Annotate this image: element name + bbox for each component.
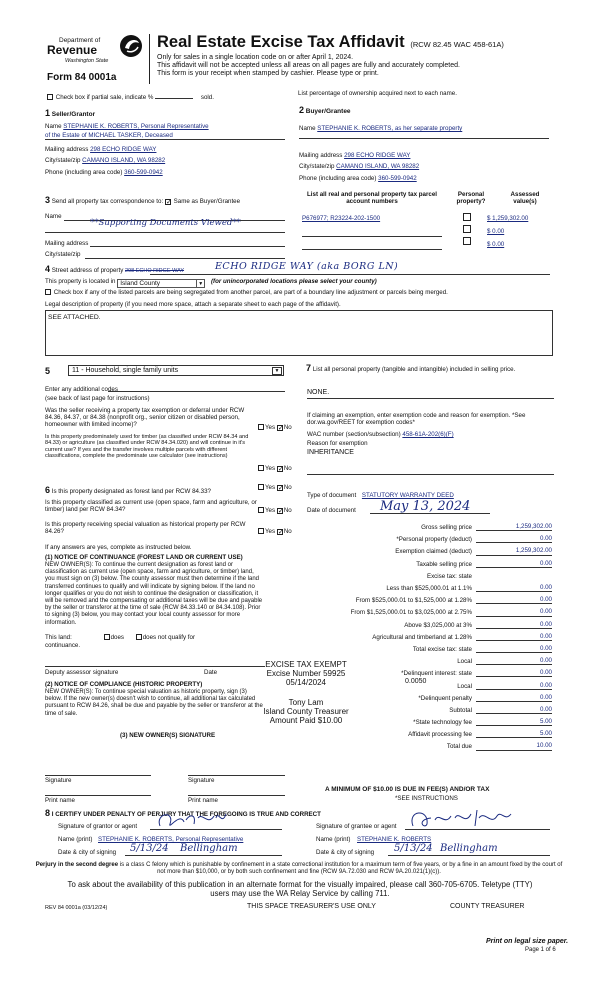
use-code-value: 11 - Household, single family units — [72, 367, 179, 374]
tax-row-label: Total excise tax: state — [412, 645, 472, 653]
tax-row-label: Subtotal — [449, 706, 472, 714]
grantor-date-line — [125, 855, 282, 856]
seller-name-label: Name — [45, 123, 62, 130]
tax-row — [300, 641, 556, 653]
tax-row-value[interactable]: 0.00 — [476, 584, 552, 592]
tax-row-label: Affidavit processing fee — [408, 731, 472, 739]
historic-yes-checkbox[interactable] — [258, 528, 264, 534]
dropdown-arrow-icon[interactable]: ▼ — [272, 367, 282, 375]
legal-description-box[interactable] — [45, 310, 553, 356]
located-label: This property is located in — [45, 278, 116, 285]
exemption-yes-checkbox[interactable] — [258, 424, 264, 430]
does-label: does — [110, 634, 124, 641]
county-value: Island County — [120, 280, 160, 287]
personal-checkbox-1[interactable] — [463, 213, 471, 221]
tax-row — [300, 726, 556, 738]
seller-heading-text: Seller/Grantor — [51, 111, 96, 118]
buyer-name-field[interactable]: STEPHANIE K. ROBERTS, as her separate property — [317, 125, 463, 132]
dept-label: Department of — [59, 37, 101, 44]
stamp-line-4: Tony Lam — [288, 697, 324, 707]
rev-label: REV 84 0001a (03/12/24) — [45, 905, 108, 911]
stamp-line-5: Island County Treasurer — [263, 706, 349, 716]
doc-type-field[interactable]: STATUTORY WARRANTY DEED — [361, 492, 454, 499]
agency-logo — [47, 33, 147, 73]
tax-row-value[interactable]: 1,259,302.00 — [476, 547, 552, 555]
section3-city-line[interactable] — [85, 258, 285, 259]
buyer-phone-field[interactable]: 360-599-0942 — [378, 175, 417, 182]
buyer-heading-text: Buyer/Grantee — [305, 108, 351, 115]
tax-row-value[interactable]: 1,259,302.00 — [476, 523, 552, 531]
tax-row — [300, 543, 556, 555]
perjury-body: is a class C felony which is punishable by confinement in a state correctional institution for a maximum term of five years, or by a fine in an amount fixed by the court of not more than $10,000, or by both such confinement and fine (RCW 9A.72.030 and RCW 9A.20.021(1)(c)). — [119, 862, 563, 875]
tax-row — [300, 531, 556, 543]
perjury-text — [34, 862, 564, 876]
form-title — [157, 33, 504, 52]
assessed-value-3[interactable]: $ 0.00 — [487, 241, 505, 248]
grantee-name-field[interactable]: STEPHANIE K. ROBERTS — [357, 836, 432, 843]
timber-no-checkbox[interactable] — [277, 466, 283, 472]
tax-row — [300, 677, 556, 689]
current-use-yes-checkbox[interactable] — [258, 507, 264, 513]
tax-row — [300, 665, 556, 677]
continuance-row — [45, 634, 195, 641]
forest-answers — [258, 484, 292, 491]
section3-text: Send all property tax correspondence to: — [51, 198, 164, 205]
section6-num: 6 — [45, 485, 51, 495]
no-label: No — [283, 507, 292, 514]
print-name-label-1: Print name — [45, 797, 75, 804]
tax-row-label: Less than $525,000.01 at 1.1% — [386, 585, 472, 592]
seller-mail-label: Mailing address — [45, 146, 89, 153]
does-qualify-checkbox[interactable] — [104, 634, 110, 640]
supporting-docs-note: **Supporting Documents Viewed** — [90, 218, 241, 228]
this-land-label: This land: — [45, 634, 72, 641]
section6-q1-text: Is this property designated as forest land per RCW 84.33? — [51, 488, 211, 495]
seller-city-label: City/state/zip — [45, 157, 81, 164]
tax-row-value[interactable]: 5.00 — [476, 730, 552, 738]
yes-label: Yes — [265, 465, 276, 472]
yes-label: Yes — [265, 484, 276, 491]
grantor-name-field[interactable]: STEPHANIE K. ROBERTS, Personal Representative — [98, 836, 244, 843]
notice1-title: (1) NOTICE OF CONTINUANCE (FOREST LAND OR CURRENT USE) — [45, 554, 243, 561]
street-line — [150, 274, 550, 275]
personal-head: Personal property? — [456, 191, 486, 206]
new-owner-sig-line-2[interactable] — [188, 775, 285, 776]
tax-row-value[interactable]: 0.00 — [476, 694, 552, 702]
tax-row-value[interactable]: 0.00 — [476, 633, 552, 641]
tax-row-value[interactable]: 0.00 — [476, 682, 552, 690]
tax-row — [300, 702, 556, 714]
yes-label: Yes — [265, 507, 276, 514]
doc-date-line — [370, 513, 490, 514]
tax-row-label: Local — [457, 682, 472, 690]
section7-num: 7 — [306, 363, 312, 373]
header-line-2: This affidavit will not be accepted unless all areas on all pages are fully and accurately completed. — [157, 62, 460, 69]
q-exemption — [45, 407, 257, 428]
no-label: No — [283, 528, 292, 535]
street-handwritten: ECHO RIDGE WAY (aka BORG LN) — [215, 261, 399, 272]
tax-row-label: *Delinquent interest: state — [401, 670, 472, 678]
deputy-label: Deputy assessor signature — [45, 669, 119, 676]
local-rate: 0.0050 — [405, 678, 427, 685]
section5-num: 5 — [45, 366, 51, 376]
tax-row-value[interactable]: 5.00 — [476, 718, 552, 726]
tax-row — [300, 629, 556, 641]
buyer-city-field[interactable]: CAMANO ISLAND, WA 98282 — [336, 163, 420, 170]
perjury-bold: Perjury in the second degree — [35, 862, 119, 868]
grantor-signature — [150, 808, 230, 832]
wac-row — [307, 431, 454, 438]
page-number: Page 1 of 6 — [525, 947, 556, 953]
grantee-city-field[interactable]: Bellingham — [440, 843, 498, 854]
new-owner-sig-line-1[interactable] — [45, 775, 151, 776]
additional-codes-label: Enter any additional codes — [45, 386, 118, 393]
stamp-line-1: EXCISE TAX EXEMPT — [265, 660, 347, 669]
print-name-line-2[interactable] — [188, 795, 285, 796]
doc-date-field[interactable]: May 13, 2024 — [380, 499, 471, 514]
buyer-mail-row — [299, 152, 410, 159]
tax-row-label: From $525,000.01 to $1,525,000 at 1.28% — [355, 597, 472, 605]
historic-answers — [258, 528, 292, 535]
section7-text: List all personal property (tangible and intangible) included in selling price. — [312, 366, 516, 373]
section6-q3: Is this property receiving special valuation as historical property per RCW 84.26? — [45, 521, 246, 536]
seller-heading — [45, 108, 95, 118]
partial-sale-checkbox[interactable] — [47, 94, 53, 100]
assessed-head: Assessed value(s) — [510, 191, 540, 206]
seller-phone-field[interactable]: 360-599-0942 — [124, 169, 163, 176]
buyer-phone-label: Phone (including area code) — [299, 175, 377, 182]
yes-label: Yes — [265, 528, 276, 535]
use-code-select[interactable] — [68, 365, 284, 376]
print-name-line-1[interactable] — [45, 795, 151, 796]
wac-label: WAC number (section/subsection) — [307, 431, 401, 438]
doc-date-label: Date of document — [307, 507, 356, 514]
current-use-answers — [258, 507, 292, 514]
see-back-label: (see back of last page for instructions) — [45, 395, 150, 402]
grantor-date-label: Date & city of signing — [58, 849, 117, 856]
tax-row-label: *Delinquent penalty — [418, 694, 472, 702]
list-pct-label: List percentage of ownership acquired next to each name. — [298, 90, 457, 97]
legal-label: Legal description of property (if you need more space, attach a separate sheet to each page of the affidavit). — [45, 301, 341, 308]
notice2-text: NEW OWNER(S): To continue special valuation as historic property, sign (3) below. If the new owner(s) doesn't wish to continue, all additional tax calculated pursuant to RCW 84.26, shall be due and payable by the seller or transferor at the time of sale. — [45, 689, 263, 717]
legal-description-value: SEE ATTACHED. — [48, 314, 101, 321]
grantee-date-line — [388, 855, 550, 856]
print-name-label-2: Print name — [188, 797, 218, 804]
section4-num: 4 — [45, 264, 51, 274]
legal-size-note: Print on legal size paper. — [486, 938, 569, 945]
section6-q2: Is this property classified as current use (open space, farm and agriculture, or timber) land per RCW 84.34? — [45, 499, 257, 514]
exemption-no-checkbox[interactable] — [277, 425, 283, 431]
seller-name-row — [45, 123, 285, 130]
exempt-text: If claiming an exemption, enter exemption code and reason for exemption. *See dor.wa.gov/REET for exemption codes* — [307, 412, 526, 427]
seller-name-field-2[interactable]: of the Estate of MICHAEL TASKER, Deceased — [45, 132, 285, 140]
signature-label-2: Signature — [188, 777, 215, 784]
stamp-line-2: Excise Number 59925 — [266, 669, 346, 679]
section3-mail-label: Mailing address — [45, 240, 89, 247]
tax-row — [300, 653, 556, 665]
historic-no-checkbox[interactable] — [277, 529, 283, 535]
tax-row-value[interactable]: 0.00 — [476, 645, 552, 653]
tax-row-value[interactable]: 10.00 — [476, 742, 552, 750]
tax-row — [300, 714, 556, 726]
yes-label: Yes — [265, 424, 276, 431]
buyer-name-line-2 — [299, 138, 549, 139]
tax-row-value[interactable]: 0.00 — [476, 621, 552, 629]
grantee-sig-label: Signature of grantee or agent — [316, 823, 397, 830]
buyer-heading — [299, 105, 351, 115]
tax-row — [300, 568, 556, 580]
assessed-value-1[interactable]: $ 1,259,302.00 — [487, 215, 529, 222]
tax-row-value[interactable]: 0.00 — [476, 657, 552, 665]
forest-no-checkbox[interactable] — [277, 485, 283, 491]
tax-table — [300, 519, 556, 751]
tax-row — [300, 580, 556, 592]
no-label: No — [283, 465, 292, 472]
grantee-signature — [405, 806, 515, 832]
tax-row — [300, 690, 556, 702]
rcw-text: (RCW 82.45 WAC 458-61A) — [410, 40, 504, 49]
grantor-date-field[interactable]: 5/13/24 — [130, 843, 169, 854]
same-as-buyer-checkbox[interactable] — [165, 199, 171, 205]
q-exemption-answers — [258, 424, 292, 431]
if-yes-label: If any answers are yes, complete as instructed below. — [45, 544, 192, 551]
stamp-line-6: Amount Paid $10.00 — [269, 715, 343, 725]
deputy-sig-line[interactable] — [45, 666, 265, 667]
parcel-head: List all real and personal property tax parcel account numbers — [307, 191, 437, 206]
assessed-value-2[interactable]: $ 0.00 — [487, 228, 505, 235]
tax-row-label: Taxable selling price — [416, 560, 472, 568]
section3-line-2 — [45, 232, 285, 233]
tax-row — [300, 617, 556, 629]
section6-q1 — [45, 485, 257, 495]
certify-text: I CERTIFY UNDER PENALTY OF PERJURY THAT THE FOREGOING IS TRUE AND CORRECT — [51, 811, 321, 818]
tax-row-label: Local — [457, 658, 472, 666]
treasurer-use-label: THIS SPACE TREASURER'S USE ONLY — [247, 903, 376, 910]
personal-property-value[interactable]: NONE. — [307, 389, 330, 396]
section4-street-row — [45, 264, 184, 274]
form-id: Form 84 0001a — [47, 72, 117, 83]
header-line-3: This form is your receipt when stamped by cashier. Please type or print. — [157, 70, 379, 77]
partial-sale-row — [47, 94, 214, 101]
wac-field[interactable]: 458-61A-202(6)(F) — [402, 431, 454, 438]
tax-row-label: Agricultural and timberland at 1.28% — [372, 633, 472, 641]
county-select[interactable] — [117, 279, 205, 288]
header-divider — [149, 34, 150, 84]
tax-row-value[interactable]: 0.00 — [476, 608, 552, 616]
buyer-phone-row — [299, 175, 417, 182]
segregate-label: Check box if any of the listed parcels are being segregated from another parcel, are part of a boundary line adjustment or parcels being merged. — [53, 289, 448, 296]
seller-city-field[interactable]: CAMANO ISLAND, WA 98282 — [82, 157, 166, 164]
tax-row-value[interactable]: 0.00 — [476, 596, 552, 604]
tax-row-value[interactable]: 0.00 — [476, 560, 552, 568]
seller-city-row — [45, 157, 165, 164]
reason-field[interactable]: INHERITANCE — [307, 449, 354, 456]
personal-checkbox-3[interactable] — [463, 237, 471, 245]
tax-row — [300, 738, 556, 750]
stamp-line-3: 05/14/2024 — [285, 678, 327, 688]
seller-name-field[interactable]: STEPHANIE K. ROBERTS, Personal Representative — [63, 123, 209, 130]
tax-row-label: Excise tax: state — [426, 572, 472, 580]
tax-row-label: *State technology fee — [413, 719, 472, 727]
parcel-number-field[interactable]: P676977; R23224-202-1500 — [302, 215, 381, 222]
tax-row-label: Exemption claimed (deduct) — [395, 548, 472, 556]
tax-row — [300, 556, 556, 568]
parcel-line-2[interactable] — [302, 236, 442, 237]
tax-row-label: Total due — [446, 743, 472, 751]
parcel-line-3[interactable] — [302, 249, 442, 250]
agency-name: Revenue — [47, 43, 98, 57]
forest-yes-checkbox[interactable] — [258, 484, 264, 490]
grantee-name-label: Name (print) — [316, 836, 351, 843]
personal-checkbox-2[interactable] — [463, 225, 471, 233]
doc-type-label: Type of document — [307, 492, 357, 499]
continuance-label: continuance. — [45, 642, 81, 649]
timber-yes-checkbox[interactable] — [258, 465, 264, 471]
title-text: Real Estate Excise Tax Affidavit — [157, 33, 405, 51]
signature-label-1: Signature — [45, 777, 72, 784]
section3-mail-line[interactable] — [90, 246, 285, 247]
q-timber — [45, 434, 257, 460]
tax-row — [300, 592, 556, 604]
seller-phone-row — [45, 169, 163, 176]
notice3-title: (3) NEW OWNER(S) SIGNATURE — [120, 732, 216, 739]
no-label: No — [283, 424, 292, 431]
q-timber-answers — [258, 465, 292, 472]
buyer-city-row — [299, 163, 419, 170]
reason-line — [307, 474, 554, 475]
minimum-note: A MINIMUM OF $10.00 IS DUE IN FEE(S) AND/OR TAX — [325, 786, 490, 793]
grantor-name-label: Name (print) — [58, 836, 93, 843]
section3-name-label: Name — [45, 213, 62, 220]
reason-label: Reason for exemption — [307, 440, 368, 447]
buyer-name-row — [299, 125, 462, 132]
located-row — [45, 278, 377, 288]
buyer-city-label: City/state/zip — [299, 163, 335, 170]
segregate-row — [45, 289, 448, 296]
notice1-text: NEW OWNER(S): To continue the current designation as forest land or classification as current use (open space, farm and agriculture, or timber) land, you must sign on (3) below. The county assessor must then determine if the land transferred continues to qualify and will indicate by signing below. If the land no longer qualifies or you do not wish to continue the designation or classification, it will be removed and the compensating or additional taxes will be due and payable by the seller or transferor at the time of sale (RCW 84.33.140 or 84.34.108). Prior to signing (3) below, you may contact your local county assessor for more information. — [45, 562, 263, 626]
notice2-title: (2) NOTICE OF COMPLIANCE (HISTORIC PROPERTY) — [45, 681, 203, 688]
tax-row-label: *Personal property (deduct) — [396, 536, 472, 544]
buyer-name-label: Name — [299, 125, 316, 132]
tax-row-label: Gross selling price — [421, 524, 472, 532]
state-label: Washington State — [65, 58, 109, 64]
county-treasurer-label: COUNTY TREASURER — [450, 903, 525, 910]
tax-row-label: Above $3,025,000 at 3% — [404, 621, 472, 629]
grantee-date-field[interactable]: 5/13/24 — [394, 843, 433, 854]
tax-row-value[interactable]: 0.00 — [476, 706, 552, 714]
street-typed[interactable]: 298 ECHO RIDGE WAY — [125, 268, 185, 274]
section3-row — [45, 195, 240, 205]
revenue-swirl-icon — [117, 33, 145, 59]
q-exemption-text: Was the seller receiving a property tax exemption or deferral under RCW 84.36, 84.37, or 84.38 (nonprofit org., senior citizen or disabled person, homeowner with limited income)? — [45, 407, 245, 429]
buyer-mail-label: Mailing address — [299, 152, 343, 159]
not-qualify-label: does not qualify for — [142, 634, 196, 641]
no-label: No — [283, 484, 292, 491]
section7-row — [306, 363, 556, 373]
tax-row — [300, 604, 556, 616]
partial-sale-label: Check box if partial sale, indicate % — [55, 94, 154, 101]
tax-row-value[interactable]: 0.00 — [476, 669, 552, 677]
tax-row-label: From $1,525,000.01 to $3,025,000 at 2.75% — [350, 609, 472, 617]
seller-num: 1 — [45, 108, 51, 118]
segregate-checkbox[interactable] — [45, 289, 51, 295]
grantee-date-label: Date & city of signing — [316, 849, 375, 856]
section3-city-label: City/state/zip — [45, 251, 81, 258]
section8-num: 8 — [45, 808, 51, 818]
grantor-city-field[interactable]: Bellingham — [180, 843, 238, 854]
personal-checkboxes — [463, 213, 472, 245]
does-not-qualify-checkbox[interactable] — [136, 634, 142, 640]
section3-num: 3 — [45, 195, 51, 205]
county-note: (for unincorporated locations please select your county) — [210, 278, 377, 285]
same-as-buyer-label: Same as Buyer/Grantee — [173, 198, 241, 205]
tax-row-value[interactable]: 0.00 — [476, 535, 552, 543]
sold-label: sold. — [200, 94, 214, 101]
seller-mail-field[interactable]: 298 ECHO RIDGE WAY — [90, 146, 157, 153]
seller-phone-label: Phone (including area code) — [45, 169, 123, 176]
q-timber-text: Is this property predominately used for timber (as classified under RCW 84.34 and 84.33) or agriculture (as classified under RCW 84.34.020) and will continue in it's current use? If yes and the transfer involves multiple parcels with different classifications, complete the predominate use calculator (see instructions) — [45, 434, 249, 460]
see-instructions: *SEE INSTRUCTIONS — [395, 795, 458, 802]
street-label: Street address of property — [51, 267, 124, 274]
buyer-num: 2 — [299, 105, 305, 115]
section7-line-1 — [307, 398, 554, 399]
buyer-mail-field[interactable]: 298 ECHO RIDGE WAY — [344, 152, 411, 159]
dropdown-arrow-icon[interactable]: ▼ — [196, 280, 204, 288]
alt-format-text: To ask about the availability of this publication in an alternate format for the visually impaired, please call 360-705-6705. Teletype (TTY) users may use the WA Relay Service by calling 711. — [67, 880, 533, 898]
tax-row — [300, 519, 556, 531]
header-line-1: Only for sales in a single location code on or after April 1, 2024. — [157, 54, 354, 61]
grantor-sig-label: Signature of grantor or agent — [58, 823, 138, 830]
deputy-date-label: Date — [204, 669, 218, 676]
current-use-no-checkbox[interactable] — [277, 508, 283, 514]
seller-mail-row — [45, 146, 156, 153]
additional-codes-line[interactable] — [108, 391, 285, 392]
